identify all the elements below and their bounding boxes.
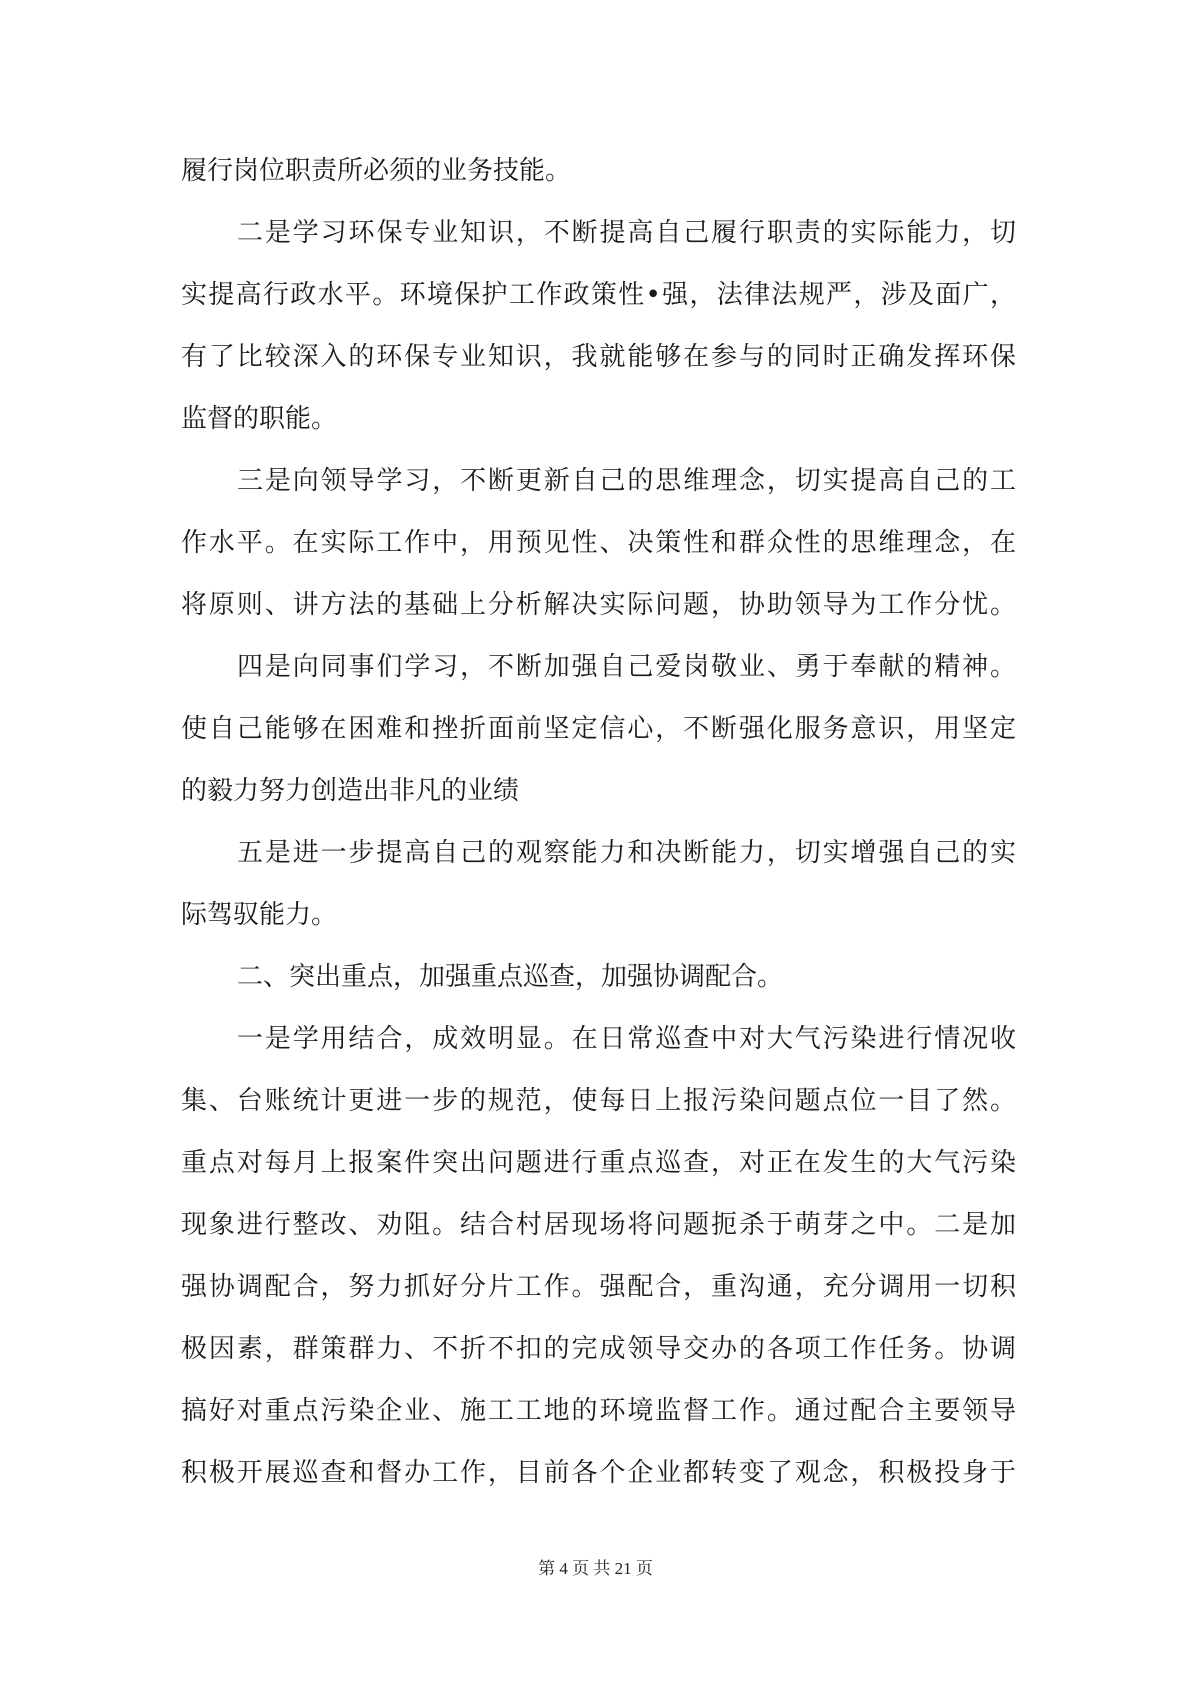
text-line: 极因素，群策群力、不折不扣的完成领导交办的各项工作任务。协调 [181,1334,1016,1364]
text-line: 将原则、讲方法的基础上分析解决实际问题，协助领导为工作分忧。 [181,590,1016,620]
text-line: 四是向同事们学习，不断加强自己爱岗敬业、勇于奉献的精神。 [237,652,1016,682]
text-line: 集、台账统计更进一步的规范，使每日上报污染问题点位一目了然。 [181,1086,1016,1116]
text-line: 二是学习环保专业知识，不断提高自己履行职责的实际能力，切 [237,218,1016,248]
text-line: 有了比较深入的环保专业知识，我就能够在参与的同时正确发挥环保 [181,342,1016,372]
text-line: 搞好对重点污染企业、施工工地的环境监督工作。通过配合主要领导 [181,1396,1016,1426]
text-line: 监督的职能。 [181,404,338,434]
text-line: 重点对每月上报案件突出问题进行重点巡查，对正在发生的大气污染 [181,1148,1016,1178]
page-number-footer: 第 4 页 共 21 页 [538,1559,653,1578]
text-line: 作水平。在实际工作中，用预见性、决策性和群众性的思维理念，在 [181,528,1016,558]
text-line: 实提高行政水平。环境保护工作政策性•强，法律法规严，涉及面广， [181,280,1016,310]
text-line: 的毅力努力创造出非凡的业绩 [181,776,520,806]
text-line: 一是学用结合，成效明显。在日常巡查中对大气污染进行情况收 [237,1024,1016,1054]
text-line: 三是向领导学习，不断更新自己的思维理念，切实提高自己的工 [237,466,1016,496]
body-text [181,140,1016,1504]
text-line: 现象进行整改、劝阻。结合村居现场将问题扼杀于萌芽之中。二是加 [181,1210,1016,1240]
text-line: 积极开展巡查和督办工作，目前各个企业都转变了观念，积极投身于 [181,1458,1016,1488]
text-line: 五是进一步提高自己的观察能力和决断能力，切实增强自己的实 [237,838,1016,868]
section-heading: 二、突出重点，加强重点巡查，加强协调配合。 [237,962,784,992]
text-line: 际驾驭能力。 [181,900,338,930]
text-line: 强协调配合，努力抓好分片工作。强配合，重沟通，充分调用一切积 [181,1272,1016,1302]
text-line: 履行岗位职责所必须的业务技能。 [181,156,572,186]
text-line: 使自己能够在困难和挫折面前坚定信心，不断强化服务意识，用坚定 [181,714,1016,744]
